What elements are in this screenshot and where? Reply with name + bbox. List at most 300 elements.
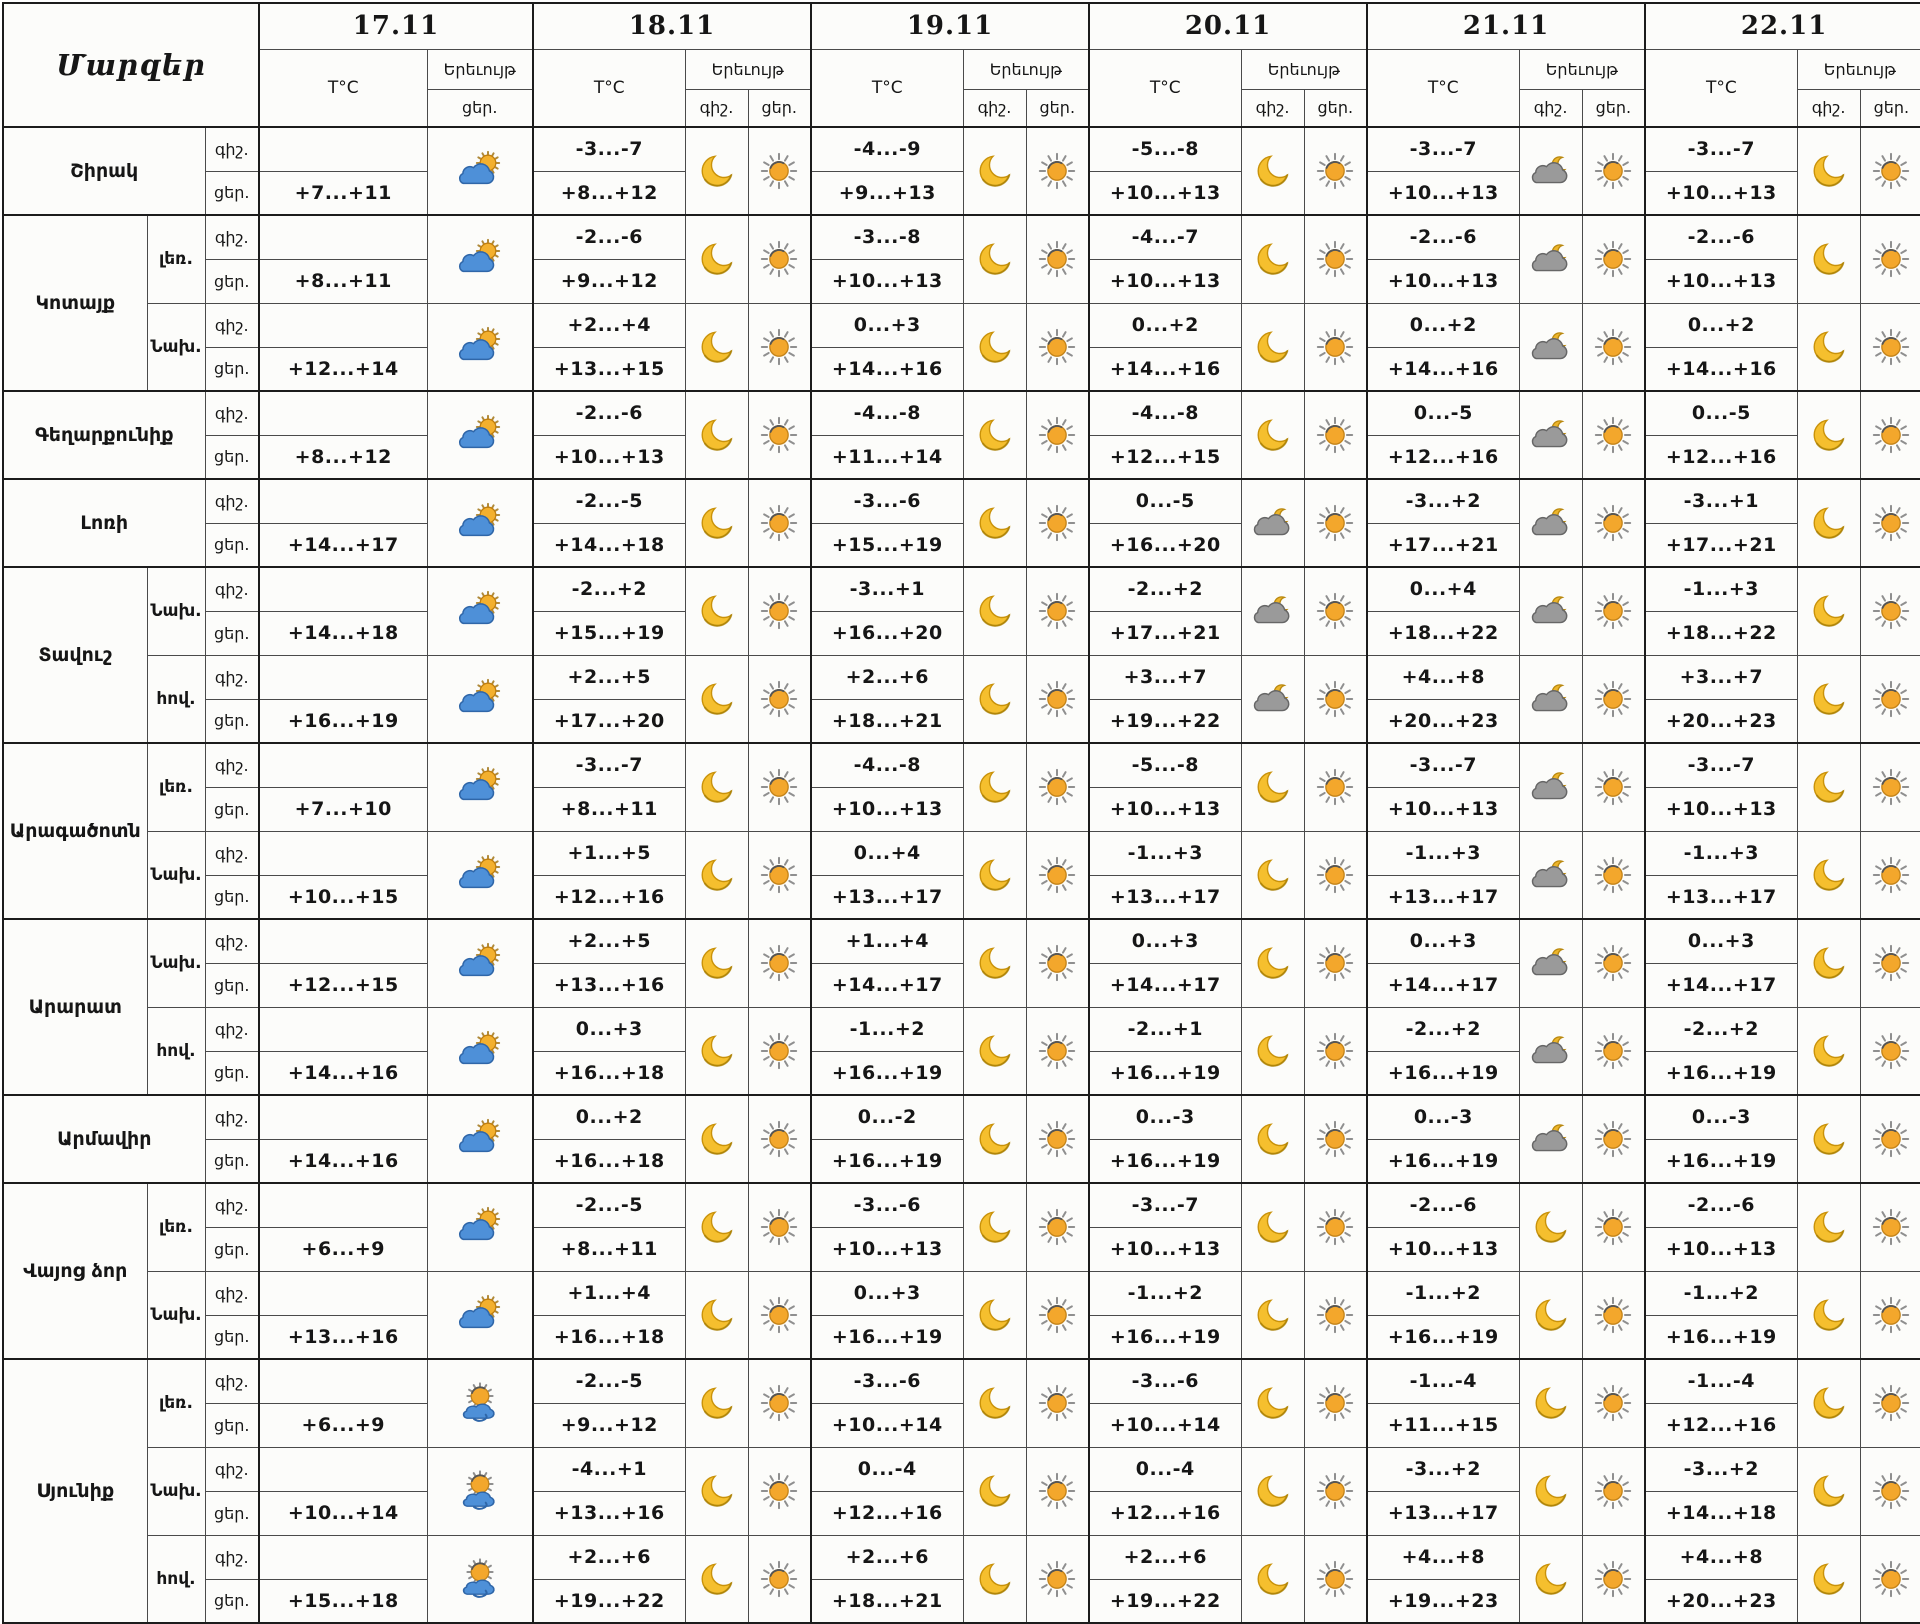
phenomenon-night-cell bbox=[685, 1535, 748, 1623]
sun-icon bbox=[1870, 1470, 1912, 1512]
day-row-label: ցեր. bbox=[205, 1403, 259, 1447]
day-row-label: ցեր. bbox=[205, 1315, 259, 1359]
temp-night-cell: -3...-6 bbox=[811, 479, 963, 523]
phenomenon-night-cell bbox=[1241, 127, 1304, 215]
temp-day-cell: +6...+9 bbox=[259, 1227, 427, 1271]
subregion-label: Նախ. bbox=[147, 303, 205, 391]
temp-night-cell: +1...+4 bbox=[533, 1271, 685, 1315]
temp-day-cell: +15...+19 bbox=[533, 611, 685, 655]
temp-night-cell: 0...+3 bbox=[533, 1007, 685, 1051]
temp-night-cell: +2...+6 bbox=[811, 655, 963, 699]
temp-day-cell: +16...+19 bbox=[1367, 1139, 1519, 1183]
temp-night-cell bbox=[259, 215, 427, 259]
temp-night-cell: -1...+2 bbox=[1089, 1271, 1241, 1315]
sun-icon bbox=[1036, 1118, 1078, 1160]
phenomenon-night-cell bbox=[963, 1183, 1026, 1271]
phenomenon-night-cell bbox=[1519, 1095, 1582, 1183]
subregion-label: հով. bbox=[147, 1535, 205, 1623]
phenomenon-night-cell bbox=[685, 1007, 748, 1095]
sun-icon bbox=[758, 238, 800, 280]
night-subheader: գիշ. bbox=[685, 89, 748, 127]
phenomenon-night-cell bbox=[1797, 567, 1860, 655]
temp-night-cell: -3...+1 bbox=[811, 567, 963, 611]
sun-icon bbox=[758, 1118, 800, 1160]
phenomenon-day-cell bbox=[1304, 479, 1367, 567]
day-row-label: ցեր. bbox=[205, 699, 259, 743]
sun-icon bbox=[1592, 1118, 1634, 1160]
phenomenon-night-cell bbox=[1241, 1359, 1304, 1447]
sun-icon bbox=[1314, 1030, 1356, 1072]
phenomenon-night-cell bbox=[685, 391, 748, 479]
temp-night-cell bbox=[259, 567, 427, 611]
phenomenon-day-cell bbox=[1860, 1183, 1920, 1271]
phenomenon-night-cell bbox=[963, 831, 1026, 919]
phenomenon-header: Երեւույթ bbox=[427, 49, 533, 89]
cloud-sun-icon bbox=[451, 1202, 509, 1252]
moon-icon bbox=[695, 1557, 739, 1601]
phenomenon-day-cell bbox=[1582, 127, 1645, 215]
phenomenon-day-cell bbox=[1026, 567, 1089, 655]
temp-night-cell bbox=[259, 1007, 427, 1051]
phenomenon-day-cell bbox=[1582, 1271, 1645, 1359]
cloud-sun-icon bbox=[451, 410, 509, 460]
temp-night-cell: -3...-7 bbox=[1367, 127, 1519, 171]
phenomenon-day-cell bbox=[748, 1447, 811, 1535]
phenomenon-night-cell bbox=[1241, 391, 1304, 479]
date-header-21-11: 21.11 bbox=[1367, 3, 1645, 49]
temp-night-cell: 0...-2 bbox=[811, 1095, 963, 1139]
temp-day-cell: +10...+13 bbox=[1645, 259, 1797, 303]
sun-icon bbox=[1036, 502, 1078, 544]
moon-icon bbox=[1807, 237, 1851, 281]
phenomenon-night-cell bbox=[963, 1535, 1026, 1623]
night-subheader: գիշ. bbox=[1519, 89, 1582, 127]
moon-icon bbox=[1251, 237, 1295, 281]
temp-night-cell: -4...-9 bbox=[811, 127, 963, 171]
phenomenon-night-cell bbox=[685, 1359, 748, 1447]
temp-day-cell: +11...+15 bbox=[1367, 1403, 1519, 1447]
moon-icon bbox=[973, 853, 1017, 897]
phenomenon-day-cell bbox=[1860, 1007, 1920, 1095]
temp-night-cell: -3...-7 bbox=[1645, 127, 1797, 171]
temp-night-cell: -1...+2 bbox=[811, 1007, 963, 1051]
temp-night-cell: 0...+3 bbox=[811, 303, 963, 347]
sun-icon bbox=[1314, 1118, 1356, 1160]
moon-icon bbox=[695, 237, 739, 281]
phenomenon-night-cell bbox=[685, 127, 748, 215]
temp-day-cell: +12...+16 bbox=[1367, 435, 1519, 479]
sun-icon bbox=[1870, 854, 1912, 896]
phenomenon-day-cell bbox=[1860, 831, 1920, 919]
temp-night-cell: -2...-5 bbox=[533, 1183, 685, 1227]
sun-icon bbox=[1314, 1294, 1356, 1336]
phenomenon-day-cell bbox=[1582, 1359, 1645, 1447]
day-row-label: ցեր. bbox=[205, 347, 259, 391]
moon-icon bbox=[1529, 1205, 1573, 1249]
temp-night-cell bbox=[259, 1447, 427, 1491]
phenomenon-cell bbox=[427, 1183, 533, 1271]
moon-icon bbox=[695, 589, 739, 633]
cloud-sun-icon bbox=[451, 234, 509, 284]
moon-icon bbox=[1529, 1557, 1573, 1601]
temp-night-cell: -4...-8 bbox=[811, 391, 963, 435]
temp-day-cell: +12...+16 bbox=[1645, 435, 1797, 479]
phenomenon-header: Երեւույթ bbox=[1797, 49, 1920, 89]
temp-day-cell: +10...+13 bbox=[1645, 1227, 1797, 1271]
temp-night-cell bbox=[259, 1095, 427, 1139]
temp-day-cell: +16...+20 bbox=[1089, 523, 1241, 567]
cloud-moon-icon bbox=[1526, 765, 1576, 809]
cloud-sun-icon bbox=[451, 322, 509, 372]
phenomenon-day-cell bbox=[1026, 743, 1089, 831]
temp-header: T°C bbox=[1089, 49, 1241, 127]
temp-night-cell: -3...+2 bbox=[1367, 479, 1519, 523]
temp-night-cell: 0...+3 bbox=[1645, 919, 1797, 963]
phenomenon-night-cell bbox=[1519, 1447, 1582, 1535]
temp-day-cell: +17...+21 bbox=[1645, 523, 1797, 567]
day-subheader: ցեր. bbox=[748, 89, 811, 127]
temp-night-cell: 0...-5 bbox=[1645, 391, 1797, 435]
forecast-row-night bbox=[3, 1095, 1920, 1139]
temp-day-cell: +12...+16 bbox=[1089, 1491, 1241, 1535]
sun-icon bbox=[1314, 678, 1356, 720]
temp-night-cell: -5...-8 bbox=[1089, 743, 1241, 787]
subregion-label: լեռ. bbox=[147, 215, 205, 303]
temp-night-cell: -3...-7 bbox=[533, 743, 685, 787]
phenomenon-night-cell bbox=[1797, 1271, 1860, 1359]
night-row-label: գիշ. bbox=[205, 1007, 259, 1051]
cloud-sun-icon bbox=[451, 1026, 509, 1076]
sun-icon bbox=[1036, 1470, 1078, 1512]
forecast-row-night bbox=[3, 655, 1920, 699]
day-row-label: ցեր. bbox=[205, 523, 259, 567]
temp-night-cell: 0...-3 bbox=[1645, 1095, 1797, 1139]
day-row-label: ցեր. bbox=[205, 1227, 259, 1271]
sun-fog-icon bbox=[452, 1465, 508, 1517]
temp-night-cell bbox=[259, 1359, 427, 1403]
moon-icon bbox=[1807, 149, 1851, 193]
moon-icon bbox=[695, 1205, 739, 1249]
phenomenon-day-cell bbox=[1026, 127, 1089, 215]
region-name: Տավուշ bbox=[3, 567, 147, 743]
temp-night-cell: 0...-3 bbox=[1089, 1095, 1241, 1139]
cloud-moon-icon bbox=[1526, 325, 1576, 369]
phenomenon-header: Երեւույթ bbox=[963, 49, 1089, 89]
temp-day-cell: +12...+16 bbox=[533, 875, 685, 919]
temp-day-cell: +12...+16 bbox=[811, 1491, 963, 1535]
cloud-moon-icon bbox=[1526, 237, 1576, 281]
phenomenon-day-cell bbox=[1304, 1447, 1367, 1535]
phenomenon-night-cell bbox=[1241, 743, 1304, 831]
phenomenon-night-cell bbox=[963, 919, 1026, 1007]
phenomenon-day-cell bbox=[1860, 215, 1920, 303]
moon-icon bbox=[973, 325, 1017, 369]
temp-night-cell: -3...-7 bbox=[1645, 743, 1797, 787]
night-row-label: գիշ. bbox=[205, 303, 259, 347]
moon-icon bbox=[695, 1117, 739, 1161]
phenomenon-day-cell bbox=[1860, 1447, 1920, 1535]
day-subheader: ցեր. bbox=[427, 89, 533, 127]
phenomenon-night-cell bbox=[1519, 127, 1582, 215]
temp-header: T°C bbox=[259, 49, 427, 127]
moon-icon bbox=[695, 941, 739, 985]
night-subheader: գիշ. bbox=[1241, 89, 1304, 127]
sun-icon bbox=[758, 1470, 800, 1512]
sun-icon bbox=[758, 590, 800, 632]
temp-day-cell: +16...+19 bbox=[811, 1139, 963, 1183]
temp-night-cell: -3...+2 bbox=[1367, 1447, 1519, 1491]
phenomenon-day-cell bbox=[1582, 479, 1645, 567]
moon-icon bbox=[1251, 941, 1295, 985]
moon-icon bbox=[695, 325, 739, 369]
phenomenon-day-cell bbox=[1860, 655, 1920, 743]
phenomenon-night-cell bbox=[1519, 303, 1582, 391]
moon-icon bbox=[1251, 1381, 1295, 1425]
cloud-moon-icon bbox=[1526, 1117, 1576, 1161]
temp-day-cell: +8...+11 bbox=[533, 787, 685, 831]
sun-icon bbox=[1592, 590, 1634, 632]
temp-day-cell: +10...+15 bbox=[259, 875, 427, 919]
temp-night-cell: +2...+5 bbox=[533, 655, 685, 699]
temp-day-cell: +14...+16 bbox=[259, 1139, 427, 1183]
moon-icon bbox=[1807, 1205, 1851, 1249]
temp-day-cell: +10...+13 bbox=[1367, 259, 1519, 303]
night-row-label: գիշ. bbox=[205, 831, 259, 875]
phenomenon-night-cell bbox=[1797, 1447, 1860, 1535]
temp-day-cell: +10...+14 bbox=[811, 1403, 963, 1447]
temp-day-cell: +20...+23 bbox=[1645, 1579, 1797, 1623]
cloud-moon-icon bbox=[1248, 589, 1298, 633]
phenomenon-day-cell bbox=[1582, 215, 1645, 303]
temp-night-cell: +3...+7 bbox=[1089, 655, 1241, 699]
temp-night-cell: -3...-8 bbox=[811, 215, 963, 259]
phenomenon-day-cell bbox=[1026, 1447, 1089, 1535]
moon-icon bbox=[973, 149, 1017, 193]
cloud-moon-icon bbox=[1248, 677, 1298, 721]
subregion-label: Նախ. bbox=[147, 1271, 205, 1359]
phenomenon-day-cell bbox=[1026, 1271, 1089, 1359]
sun-icon bbox=[1870, 1294, 1912, 1336]
sun-icon bbox=[1592, 1294, 1634, 1336]
temp-day-cell: +16...+19 bbox=[1645, 1315, 1797, 1359]
phenomenon-day-cell bbox=[1304, 919, 1367, 1007]
sun-icon bbox=[1314, 766, 1356, 808]
phenomenon-night-cell bbox=[1241, 1535, 1304, 1623]
phenomenon-night-cell bbox=[1519, 479, 1582, 567]
phenomenon-night-cell bbox=[963, 1271, 1026, 1359]
night-subheader: գիշ. bbox=[1797, 89, 1860, 127]
day-row-label: ցեր. bbox=[205, 435, 259, 479]
temp-day-cell: +18...+22 bbox=[1645, 611, 1797, 655]
moon-icon bbox=[973, 677, 1017, 721]
moon-icon bbox=[1807, 853, 1851, 897]
night-row-label: գիշ. bbox=[205, 479, 259, 523]
sun-icon bbox=[1036, 590, 1078, 632]
temp-night-cell: -3...-6 bbox=[1089, 1359, 1241, 1403]
phenomenon-cell bbox=[427, 215, 533, 303]
phenomenon-header: Երեւույթ bbox=[685, 49, 811, 89]
night-row-label: գիշ. bbox=[205, 127, 259, 171]
temp-night-cell: -3...-7 bbox=[533, 127, 685, 171]
phenomenon-night-cell bbox=[1241, 1007, 1304, 1095]
day-row-label: ցեր. bbox=[205, 787, 259, 831]
cloud-moon-icon bbox=[1526, 677, 1576, 721]
temp-header: T°C bbox=[811, 49, 963, 127]
temp-night-cell: -3...+2 bbox=[1645, 1447, 1797, 1491]
temp-day-cell: +16...+19 bbox=[811, 1051, 963, 1095]
subregion-label: Նախ. bbox=[147, 1447, 205, 1535]
date-header-18-11: 18.11 bbox=[533, 3, 811, 49]
temp-night-cell: -2...-6 bbox=[533, 391, 685, 435]
temp-night-cell: 0...+2 bbox=[533, 1095, 685, 1139]
temp-day-cell: +17...+21 bbox=[1367, 523, 1519, 567]
table-title: Մարզեր bbox=[56, 48, 206, 82]
phenomenon-night-cell bbox=[685, 479, 748, 567]
phenomenon-night-cell bbox=[1241, 303, 1304, 391]
temp-night-cell: -4...+1 bbox=[533, 1447, 685, 1491]
cloud-sun-icon bbox=[451, 586, 509, 636]
temp-day-cell: +14...+16 bbox=[1367, 347, 1519, 391]
forecast-row-night bbox=[3, 567, 1920, 611]
temp-day-cell: +10...+13 bbox=[1367, 1227, 1519, 1271]
phenomenon-day-cell bbox=[1860, 1271, 1920, 1359]
phenomenon-cell bbox=[427, 567, 533, 655]
day-row-label: ցեր. bbox=[205, 259, 259, 303]
region-name: Արարատ bbox=[3, 919, 147, 1095]
temp-night-cell: -2...+2 bbox=[1367, 1007, 1519, 1051]
phenomenon-day-cell bbox=[748, 1535, 811, 1623]
phenomenon-day-cell bbox=[1860, 919, 1920, 1007]
temp-day-cell: +16...+19 bbox=[1645, 1139, 1797, 1183]
sun-icon bbox=[1036, 942, 1078, 984]
phenomenon-header: Երեւույթ bbox=[1241, 49, 1367, 89]
moon-icon bbox=[695, 677, 739, 721]
moon-icon bbox=[973, 1117, 1017, 1161]
phenomenon-day-cell bbox=[748, 743, 811, 831]
temp-day-cell: +16...+20 bbox=[811, 611, 963, 655]
moon-icon bbox=[1807, 501, 1851, 545]
subregion-label: լեռ. bbox=[147, 1359, 205, 1447]
forecast-row-night bbox=[3, 1447, 1920, 1491]
temp-day-cell: +17...+20 bbox=[533, 699, 685, 743]
temp-day-cell: +18...+21 bbox=[811, 1579, 963, 1623]
day-subheader: ցեր. bbox=[1582, 89, 1645, 127]
phenomenon-day-cell bbox=[748, 215, 811, 303]
phenomenon-day-cell bbox=[1026, 1359, 1089, 1447]
sun-icon bbox=[1592, 1030, 1634, 1072]
moon-icon bbox=[695, 1469, 739, 1513]
phenomenon-night-cell bbox=[1241, 919, 1304, 1007]
phenomenon-night-cell bbox=[963, 1447, 1026, 1535]
temp-day-cell: +12...+15 bbox=[1089, 435, 1241, 479]
phenomenon-day-cell bbox=[748, 127, 811, 215]
day-row-label: ցեր. bbox=[205, 171, 259, 215]
date-header-17-11: 17.11 bbox=[259, 3, 533, 49]
sun-icon bbox=[758, 1294, 800, 1336]
temp-day-cell: +10...+13 bbox=[811, 1227, 963, 1271]
phenomenon-day-cell bbox=[1582, 1007, 1645, 1095]
phenomenon-day-cell bbox=[1582, 831, 1645, 919]
sun-icon bbox=[1592, 502, 1634, 544]
temp-night-cell: 0...-5 bbox=[1367, 391, 1519, 435]
night-row-label: գիշ. bbox=[205, 1359, 259, 1403]
sun-icon bbox=[758, 942, 800, 984]
night-row-label: գիշ. bbox=[205, 1271, 259, 1315]
temp-day-cell: +14...+16 bbox=[259, 1051, 427, 1095]
temp-night-cell: +3...+7 bbox=[1645, 655, 1797, 699]
sun-icon bbox=[1592, 766, 1634, 808]
moon-icon bbox=[973, 1381, 1017, 1425]
sun-icon bbox=[1592, 1382, 1634, 1424]
sun-icon bbox=[758, 502, 800, 544]
temp-header: T°C bbox=[1645, 49, 1797, 127]
moon-icon bbox=[973, 1029, 1017, 1073]
day-row-label: ցեր. bbox=[205, 611, 259, 655]
moon-icon bbox=[1251, 1205, 1295, 1249]
temp-night-cell: 0...+3 bbox=[811, 1271, 963, 1315]
temp-night-cell: -2...-6 bbox=[1367, 1183, 1519, 1227]
phenomenon-day-cell bbox=[1304, 1183, 1367, 1271]
sun-icon bbox=[1036, 414, 1078, 456]
temp-day-cell: +16...+19 bbox=[1089, 1139, 1241, 1183]
temp-night-cell: +2...+4 bbox=[533, 303, 685, 347]
phenomenon-night-cell bbox=[1797, 479, 1860, 567]
temp-day-cell: +14...+18 bbox=[1645, 1491, 1797, 1535]
phenomenon-night-cell bbox=[1519, 1359, 1582, 1447]
temp-night-cell: 0...+4 bbox=[1367, 567, 1519, 611]
sun-icon bbox=[1314, 1558, 1356, 1600]
phenomenon-day-cell bbox=[1582, 1095, 1645, 1183]
sun-icon bbox=[1036, 1206, 1078, 1248]
forecast-row-night bbox=[3, 743, 1920, 787]
phenomenon-day-cell bbox=[1582, 919, 1645, 1007]
phenomenon-night-cell bbox=[963, 303, 1026, 391]
region-name: Արագածոտն bbox=[3, 743, 147, 919]
moon-icon bbox=[1807, 1381, 1851, 1425]
night-row-label: գիշ. bbox=[205, 919, 259, 963]
temp-night-cell bbox=[259, 1271, 427, 1315]
temp-day-cell: +19...+22 bbox=[1089, 699, 1241, 743]
cloud-moon-icon bbox=[1526, 941, 1576, 985]
phenomenon-day-cell bbox=[1860, 127, 1920, 215]
temp-day-cell: +8...+12 bbox=[259, 435, 427, 479]
phenomenon-night-cell bbox=[1797, 831, 1860, 919]
sun-icon bbox=[1870, 1118, 1912, 1160]
sun-icon bbox=[1314, 326, 1356, 368]
phenomenon-day-cell bbox=[1026, 303, 1089, 391]
temp-day-cell: +14...+17 bbox=[1089, 963, 1241, 1007]
sun-icon bbox=[758, 854, 800, 896]
sun-icon bbox=[1592, 326, 1634, 368]
temp-day-cell: +13...+17 bbox=[1089, 875, 1241, 919]
moon-icon bbox=[695, 1029, 739, 1073]
sun-icon bbox=[1314, 238, 1356, 280]
temp-day-cell: +14...+17 bbox=[259, 523, 427, 567]
phenomenon-night-cell bbox=[1241, 479, 1304, 567]
cloud-sun-icon bbox=[451, 498, 509, 548]
temp-night-cell: +4...+8 bbox=[1367, 1535, 1519, 1579]
phenomenon-cell bbox=[427, 655, 533, 743]
cloud-sun-icon bbox=[451, 1114, 509, 1164]
phenomenon-day-cell bbox=[748, 1095, 811, 1183]
phenomenon-night-cell bbox=[1241, 1183, 1304, 1271]
phenomenon-night-cell bbox=[685, 1447, 748, 1535]
temp-night-cell: 0...-5 bbox=[1089, 479, 1241, 523]
phenomenon-night-cell bbox=[1519, 1535, 1582, 1623]
phenomenon-day-cell bbox=[748, 655, 811, 743]
phenomenon-cell bbox=[427, 743, 533, 831]
moon-icon bbox=[973, 1557, 1017, 1601]
